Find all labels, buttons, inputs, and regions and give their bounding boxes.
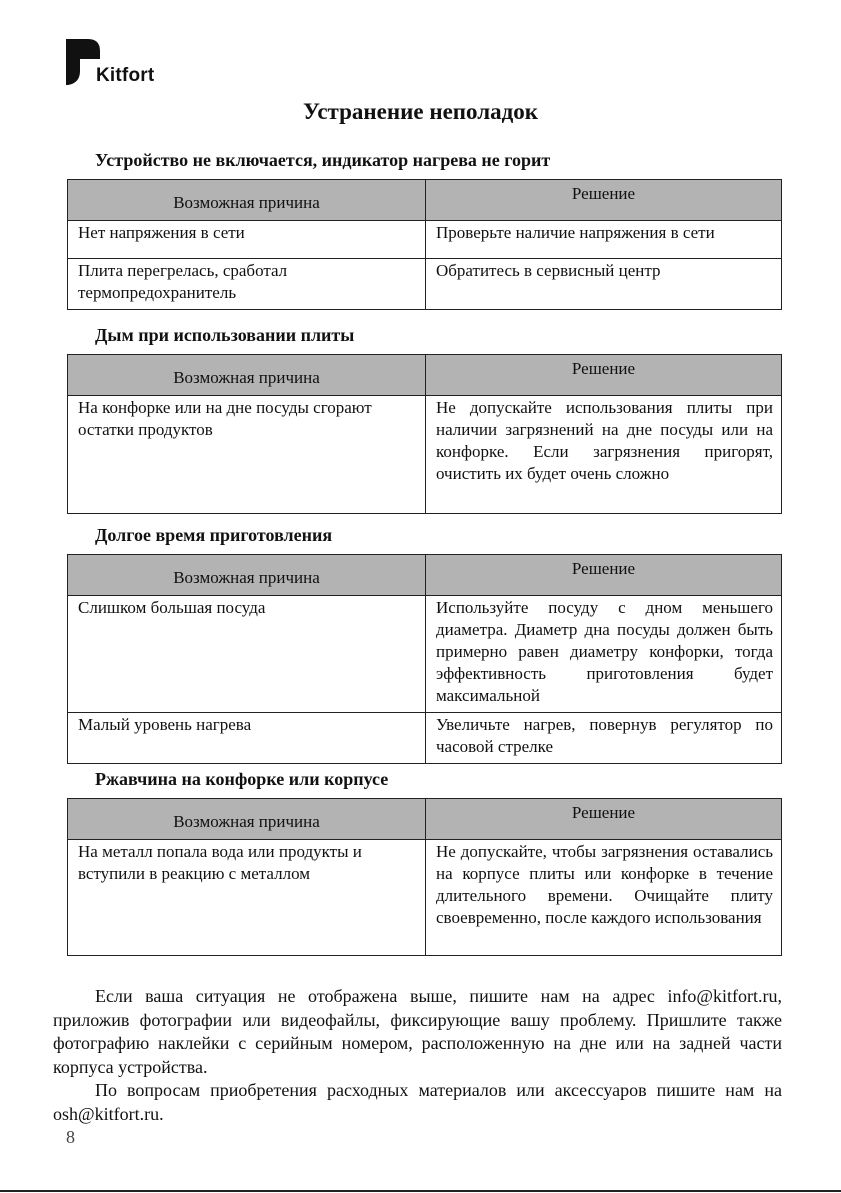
- page-number: 8: [66, 1127, 75, 1147]
- troubleshooting-table: [67, 798, 782, 956]
- solution-cell: Проверьте наличие напряжения в сети: [426, 221, 782, 259]
- troubleshooting-table: [67, 354, 782, 514]
- footer-contact-text: [53, 985, 782, 1126]
- cause-cell: Нет напряжения в сети: [68, 221, 426, 259]
- troubleshooting-section: [67, 147, 782, 310]
- accessories-paragraph: По вопросам приобретения расходных материалов или аксессуаров пишите нам на osh@kitfort.ru.: [53, 1080, 782, 1124]
- section-title: Дым при использовании плиты: [95, 325, 355, 345]
- table-row: [68, 259, 782, 310]
- header-solution: Решение: [426, 555, 782, 596]
- solution-cell: Не допускайте использования плиты при наличии загрязнений на дне посуды или на конфорке. Если загрязнения пригорят, очистить их будет очень сложно: [426, 396, 782, 514]
- solution-cell: Обратитесь в сервисный центр: [426, 259, 782, 310]
- solution-cell: Не допускайте, чтобы загрязнения оставались на корпусе плиты или конфорке в течение длительного времени. Очищайте плиту своевременно, после каждого использования: [426, 840, 782, 956]
- table-header-row: [68, 355, 782, 396]
- troubleshooting-section: [67, 522, 782, 764]
- header-cause: Возможная причина: [68, 180, 426, 221]
- cause-cell: Малый уровень нагрева: [68, 713, 426, 764]
- page-title: Устранение неполадок: [302, 99, 539, 124]
- solution-cell: Увеличьте нагрев, повернув регулятор по часовой стрелке: [426, 713, 782, 764]
- header-cause: Возможная причина: [68, 555, 426, 596]
- header-cause: Возможная причина: [68, 799, 426, 840]
- contact-paragraph: Если ваша ситуация не отображена выше, пишите нам на адрес info@kitfort.ru, приложив фотографии или видеофайлы, фиксирующие вашу проблему. Пришлите также фотографию наклейки с серийным номером, расположенную на дне или на задней части корпуса устройства.: [53, 986, 782, 1077]
- solution-cell: Используйте посуду с дном меньшего диаметра. Диаметр дна посуды должен быть примерно равен диаметру конфорки, тогда эффективность приготовления будет максимальной: [426, 596, 782, 713]
- cause-cell: На металл попала вода или продукты и вступили в реакцию с металлом: [68, 840, 426, 956]
- table-row: [68, 596, 782, 713]
- table-row: [68, 840, 782, 956]
- header-solution: Решение: [426, 180, 782, 221]
- section-title: Устройство не включается, индикатор нагрева не горит: [95, 150, 551, 170]
- troubleshooting-section: [67, 766, 782, 956]
- cause-cell: Слишком большая посуда: [68, 596, 426, 713]
- table-header-row: [68, 799, 782, 840]
- troubleshooting-table: [67, 179, 782, 310]
- section-title: Ржавчина на конфорке или корпусе: [95, 769, 389, 789]
- cause-cell: Плита перегрелась, сработал термопредохранитель: [68, 259, 426, 310]
- table-header-row: [68, 180, 782, 221]
- table-row: [68, 713, 782, 764]
- table-header-row: [68, 555, 782, 596]
- troubleshooting-section: [67, 322, 782, 514]
- table-row: [68, 396, 782, 514]
- logo-wordmark: Kitfort: [96, 65, 155, 86]
- troubleshooting-table: [67, 554, 782, 764]
- bottom-divider: [0, 1190, 841, 1192]
- header-solution: Решение: [426, 799, 782, 840]
- cause-cell: На конфорке или на дне посуды сгорают остатки продуктов: [68, 396, 426, 514]
- table-row: [68, 221, 782, 259]
- section-title: Долгое время приготовления: [95, 525, 333, 545]
- header-cause: Возможная причина: [68, 355, 426, 396]
- header-solution: Решение: [426, 355, 782, 396]
